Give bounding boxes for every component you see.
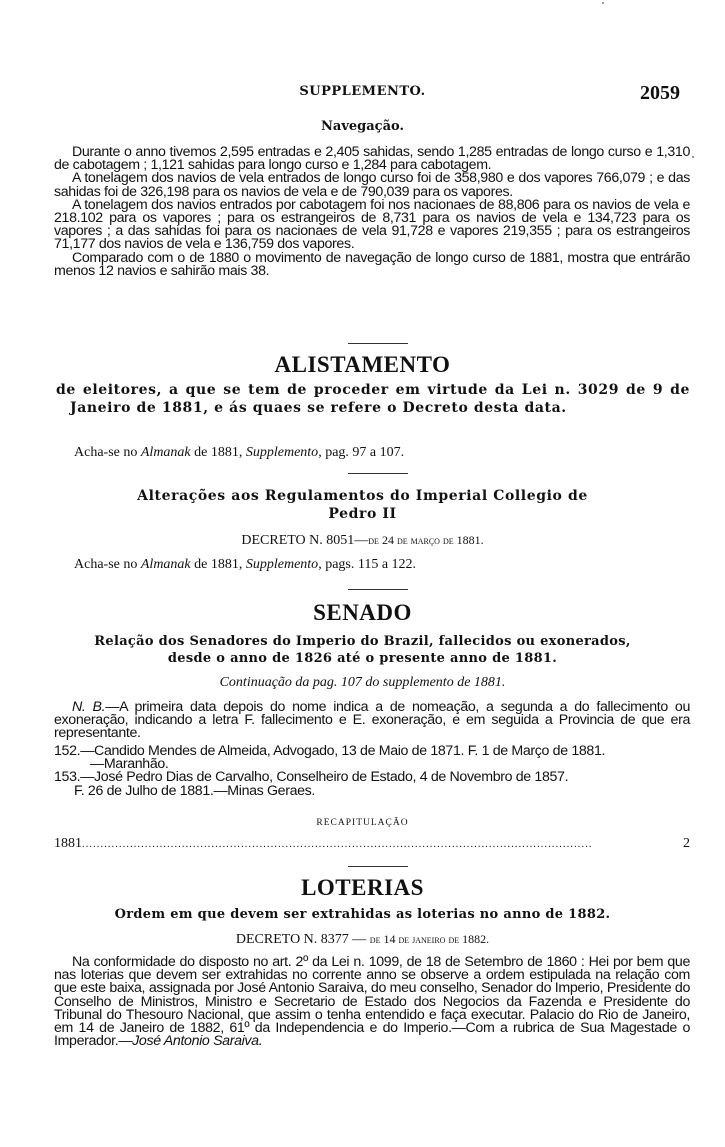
- entry-line: 153.—José Pedro Dias de Carvalho, Conselheiro de Estado, 4 de Novembro de 1857.: [54, 769, 569, 786]
- alteracoes-title-line1: Alterações aos Regulamentos do Imperial Collegio de: [137, 488, 588, 504]
- scan-speck: [692, 156, 694, 158]
- decreto-number: DECRETO N. 8051—: [241, 533, 369, 548]
- recapitulacao-row: [54, 836, 690, 852]
- reference-pages: , pags. 115 a 122.: [318, 557, 417, 572]
- leader-dots: ..........................................................................................................................................: [82, 839, 593, 850]
- entry-line: 152.—Candido Mendes de Almeida, Advogado, 13 de Maio de 1871. F. 1 de Março de 1881.: [54, 743, 606, 759]
- decree-text: Na conformidade do disposto no art. 2º da Lei n. 1099, de 18 de Setembro de 1860 : Hei por bem que nas loterias que devem ser extrahidas no corrente anno se observe a ordem estipulada na relação com que este baixa, assignada por José Antonio Saraiva, do meu conselho, Senador do Imperio, Presidente do Conselho de Ministros, Ministro e Secretario de Estado dos Negocios da Fazenda e Presidente do Tribunal do Thesouro Nacional, que assim o tenha entendido e faça executar. Palacio do Rio de Janeiro, em 14 de Janeiro de 1882, 61º da Independencia e do Imperio.—Com a rubrica de Sua Magestade o Imperador.—: [54, 954, 690, 1050]
- loterias-subtitle: Ordem em que devem ser extrahidas as loterias no anno de 1882.: [114, 907, 611, 922]
- reference-book: Almanak: [140, 445, 191, 460]
- reference-prefix: Acha-se no: [74, 445, 141, 460]
- navegacao-paragraph: Durante o anno tivemos 2,595 entradas e 2,405 sahidas, sendo 1,285 entradas de longo curso e 1,310 de cabotagem ; 1,121 sahidas para longo curso e 1,284 para cabotagem.: [54, 144, 690, 174]
- senado-entries: [54, 745, 690, 798]
- senado-note: [54, 701, 690, 741]
- recap-year: 1881: [54, 836, 82, 851]
- navegacao-paragraph: Comparado com o de 1880 o movimento de navegação de longo curso de 1881, mostra que entrárão menos 12 navios e sahirão mais 38.: [54, 249, 690, 279]
- loterias-decreto: [0, 932, 725, 948]
- senado-entry: [54, 771, 690, 797]
- decree-signature: José Antonio Saraiva.: [132, 1033, 263, 1050]
- navegacao-heading: Navegação.: [321, 119, 404, 134]
- senado-title: SENADO: [313, 600, 412, 625]
- alistamento-subtitle: de eleitores, a que se tem de proceder em virtude da Lei n. 3029 de 9 de Janeiro de 1881, e ás quaes se refere o Decreto desta data.: [56, 382, 690, 416]
- alteracoes-title: [0, 487, 725, 523]
- loterias-body: [54, 956, 690, 1048]
- page-number: 2059: [640, 82, 680, 104]
- senado-continuation: Continuação da pag. 107 do supplemento de 1881.: [219, 675, 506, 690]
- navegacao-body: [54, 146, 690, 278]
- senado-subtitle-line1: Relação dos Senadores do Imperio do Brazil, fallecidos ou exonerados,: [94, 634, 631, 649]
- section-divider: [348, 589, 408, 590]
- reference-year: de 1881,: [190, 445, 246, 460]
- entry-continuation: F. 26 de Julho de 1881.—Minas Geraes.: [74, 782, 315, 799]
- note-text: —A primeira data depois do nome indica a de nomeação, a segunda a do fallecimento ou exoneração, indicando a letra F. fallecimento e E. exoneração, e em seguida a Provincia de que era representante.: [54, 699, 690, 742]
- reference-section: Supplemento: [245, 445, 319, 460]
- senado-entry: [54, 745, 690, 771]
- decreto-number: DECRETO N. 8377 —: [235, 932, 370, 947]
- senado-subtitle-line2: desde o anno de 1826 até o presente anno de 1881.: [167, 651, 558, 666]
- navegacao-paragraph: A tonelagem dos navios de vela entrados de longo curso foi de 358,980 e dos vapores 766,079 ; e das sahidas foi de 326,198 para os navios de vela e de 790,039 para os vapores.: [54, 170, 690, 200]
- recap-count: 2: [683, 836, 690, 851]
- reference-section: Supplemento: [245, 557, 319, 572]
- note-label: N. B.: [72, 699, 106, 715]
- entry-continuation: —Maranhão.: [90, 756, 169, 773]
- alteracoes-reference: [74, 557, 416, 573]
- reference-pages: , pag. 97 a 107.: [318, 445, 405, 460]
- running-header-title: SUPPLEMENTO.: [299, 84, 426, 99]
- reference-book: Almanak: [140, 557, 191, 572]
- navegacao-paragraph: A tonelagem dos navios entrados por cabotagem foi nos nacionaes de 88,806 para os navios de vela e 218.102 para os vapores ; para os estrangeiros de 8,731 para os navios de vela e 134,723 para os vapores ; a das sahidas foi para os nacionaes de vela 91,728 e vapores 219,355 ; para os estrangeiros 71,177 dos navios de vela e 136,759 dos vapores.: [54, 196, 690, 253]
- section-divider: [348, 343, 408, 344]
- alistamento-reference: [74, 445, 404, 461]
- alteracoes-title-line2: Pedro II: [328, 506, 397, 522]
- decreto-date: de 14 de janeiro de 1882.: [369, 932, 490, 946]
- decreto-date: de 24 de março de 1881.: [368, 533, 484, 547]
- senado-subtitle: [0, 633, 725, 667]
- section-divider: [348, 866, 408, 867]
- reference-prefix: Acha-se no: [74, 557, 141, 572]
- scan-speck: [602, 2, 604, 4]
- reference-year: de 1881,: [190, 557, 246, 572]
- section-divider: [348, 473, 408, 474]
- alteracoes-decreto: [0, 533, 725, 549]
- recapitulacao-label: RECAPITULAÇÃO: [316, 818, 409, 828]
- loterias-title: LOTERIAS: [301, 875, 424, 900]
- alistamento-title: ALISTAMENTO: [274, 352, 451, 377]
